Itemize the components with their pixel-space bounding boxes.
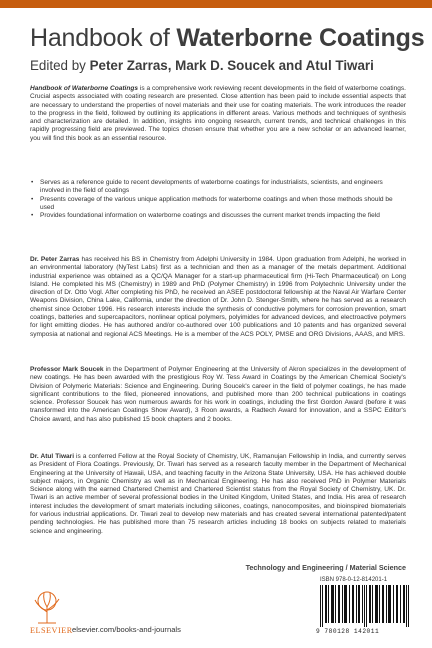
intro-book-name: Handbook of Waterborne Coatings (30, 85, 139, 92)
feature-item (30, 212, 406, 220)
book-title (30, 24, 425, 53)
feature-item (30, 179, 406, 196)
publisher-name: ELSEVIER (30, 626, 73, 635)
publisher-url[interactable]: elsevier.com/books-and-journals (72, 625, 181, 634)
bullet-icon: • (31, 212, 34, 220)
title-prefix: Handbook of (30, 24, 177, 52)
top-accent-bar (0, 0, 432, 8)
bio-text: is a conferred Fellow at the Royal Society of Chemistry, UK, Ramanujan Fellowship in India, and currently serves as President of Flora Coatings. Previously, Dr. Tiwari has served as a research faculty member in the Department of Mechanical Engineering at the University of Hawaii, USA, and teaching faculty in the Arizona State University, USA. He has achieved double subject majors, in Organic Chemistry as well as in Mechanical Engineering. He has also received PhD in Polymer Materials Science along with the earned Chartered Chemist and Chartered Scientist status from the Royal Society of Chemistry, UK. Dr. Tiwari is an active member of several professional bodies in the United Kingdom, United States, and India. His area of research interest includes the development of smart materials including silicones, coatings, nanocomposites, and bioinspired biomaterials for various industrial applications. Dr. Tiwari zeal to develop new materials and has created several international patented/patent pending technologies. He has published more than 75 research articles including 18 books on subjects related to materials science and engineering. (30, 453, 406, 535)
feature-text: Presents coverage of the various unique application methods for waterborne coatings and when those methods should be used (40, 195, 393, 211)
feature-text: Provides foundational information on waterborne coatings and discusses the current market trends impacting the field (40, 212, 380, 220)
bio-soucek (30, 366, 406, 424)
feature-item (30, 196, 406, 213)
bullet-icon: • (31, 195, 34, 203)
barcode-icon (320, 585, 410, 627)
editor-names: Peter Zarras, Mark D. Soucek and Atul Tiwari (89, 58, 374, 73)
feature-list (30, 179, 406, 220)
bio-text: in the Department of Polymer Engineering at the University of Akron specializes in the development of new coatings. He has been awarded with the prestigious Roy W. Tess Award in Coatings by the American Chemical Society's Division of Polymeric Materials: Science and Engineering. During Soucek's career in the field of polymer coatings, he has made significant contributions to the filed, pioneered innovations, and published more than 200 technical publications in coatings science. Professor Soucek has won numerous awards for his work in coatings, including the first Gordon Award (before it was transformed into the American Coatings Show Award), 3 Roon awards, a Radtech Award for innovation, and a SSPC Editor's Choice award, and has also published 15 book chapters and 2 books. (30, 366, 406, 423)
bullet-icon: • (31, 179, 34, 186)
intro-paragraph (30, 85, 406, 143)
bio-zarras (30, 256, 406, 339)
intro-text: is a comprehensive work reviewing recent developments in the field of waterborne coatings. Crucial aspects associated with coating research are presented. Close attention has been paid to include essential aspects that are necessary to understand the properties of novel materials and their use for coating materials. The work introduces the reader to the progress in the field, followed by outlining its applications in different areas. Various methods and techniques of synthesis and characterization are detailed. In addition, insights into ongoing research, current trends, and technical challenges in this rapidly progressing field are previewed. The topics chosen ensure that whether you are a new scholar or an advanced learner, you will find this book as an essential resource. (30, 85, 406, 142)
bio-tiwari (30, 453, 406, 536)
bio-name: Dr. Atul Tiwari (30, 453, 75, 460)
bio-name: Professor Mark Soucek (30, 366, 104, 373)
barcode-digits: 9 780128 142011 (316, 628, 380, 635)
title-main: Waterborne Coatings (176, 24, 425, 52)
bio-name: Dr. Peter Zarras (30, 256, 80, 263)
bio-text: has received his BS in Chemistry from Adelphi University in 1984. Upon graduation from Adelphi, he worked in an environmental laboratory (NyTest Labs) first as a technician and then as a manager of the metals department. Additional industrial experience was obtained as a QC/QA Manager for a start-up pharmaceutical firm (Hi-Tech Pharmaceutical) on Long Island. He completed his MS (Chemistry) in 1989 and PhD (Polymer Chemistry) in 1996 from Polytechnic University under the direction of Dr. Otto Vogl. After completing his PhD, he received an ASEE postdoctoral fellowship at the Naval Air Warfare Center Weapons Division, China Lake, California, under the direction of Dr. John D. Stenger-Smith, where he has served as a research chemist since October 1996. His research interests include the synthesis of conductive polymers for corrosion prevention, smart coatings, batteries and supercapacitors, nonlinear optical polymers, polyimides for advanced devices, and electroactive polymers for light emitting diodes. He has authored and/or co-authored over 100 publications and 10 patents and has organized several symposia at national and regional ACS Meetings. He is a member of the ACS POLY, PMSE and ORG Divisions, AAAS, and MRS. (30, 256, 406, 338)
elsevier-tree-logo (30, 590, 64, 624)
isbn-number: ISBN 978-0-12-814201-1 (320, 577, 388, 583)
editors-line (30, 58, 420, 73)
subject-category: Technology and Engineering / Material Science (245, 563, 406, 572)
feature-text: Serves as a reference guide to recent developments of waterborne coatings for industrialists, scientists, and engineers involved in the field of coatings (40, 179, 383, 195)
edited-by-label: Edited by (30, 58, 90, 73)
